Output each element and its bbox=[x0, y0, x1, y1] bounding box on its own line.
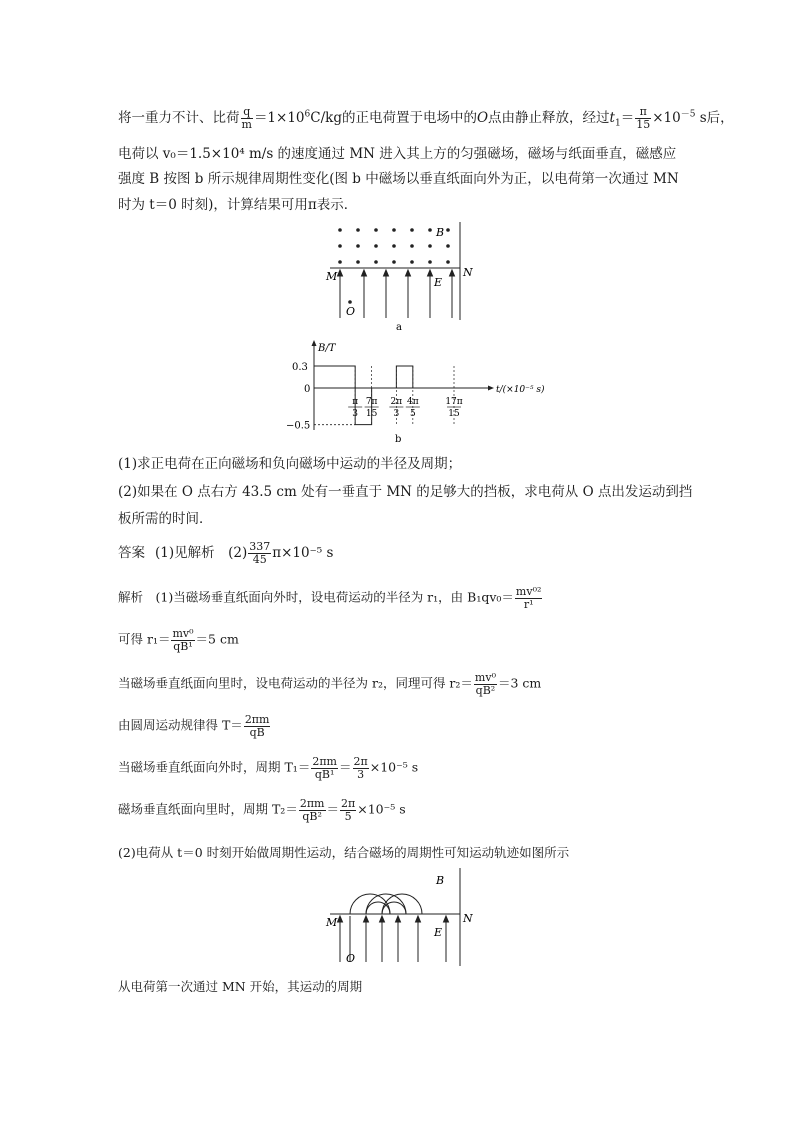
figure-b bbox=[282, 338, 545, 446]
x-tick-label: 17π bbox=[445, 397, 463, 407]
x-tick-label: 7π bbox=[365, 397, 378, 407]
figure-a bbox=[320, 218, 480, 333]
charge-mass-ratio: $\frac{q}{m}$ bbox=[241, 105, 252, 131]
answer-fraction: $\frac{337}{45}$ bbox=[249, 540, 271, 566]
label-E: E bbox=[434, 926, 443, 939]
caption-a: a bbox=[396, 322, 402, 333]
solution-line-7: (2)电荷从 t＝0 时刻开始做周期性运动，结合磁场的周期性可知运动轨迹如图所示 bbox=[118, 845, 570, 860]
x-tick-label: 4π bbox=[406, 397, 419, 407]
y-tick-label: −0.5 bbox=[286, 420, 311, 432]
magnetic-field-dots bbox=[338, 228, 450, 264]
solution-line-2: 可得 r₁＝ $\frac{\text{mv⁰}}{\text{qB¹}}$ ＝5 cm bbox=[118, 627, 239, 653]
x-tick-label: 15 bbox=[448, 409, 460, 419]
y-tick-label: 0.3 bbox=[292, 362, 308, 373]
solution-line-5: 当磁场垂直纸面向外时，周期 T₁＝ $\frac{2\pi m}{\text{qB¹}}$ ＝ $\frac{2\pi}{3}$ ×10⁻⁵ s bbox=[118, 755, 419, 781]
question-2-line-2: 板所需的时间． bbox=[118, 511, 213, 527]
x-tick-label: 15 bbox=[365, 409, 378, 419]
label-B: B bbox=[436, 874, 445, 887]
b-waveform bbox=[314, 366, 454, 425]
label-O: O bbox=[346, 952, 356, 965]
x-axis-label: t/(×10⁻⁵ s) bbox=[496, 385, 545, 395]
label-O: O bbox=[346, 305, 356, 318]
intro-line-4: 时为 t＝0 时刻)，计算结果可用π表示． bbox=[118, 197, 358, 213]
point-O bbox=[348, 300, 352, 304]
label-M: M bbox=[326, 916, 338, 929]
y-axis-arrow bbox=[312, 340, 317, 346]
figure-c bbox=[320, 866, 480, 968]
label-N: N bbox=[463, 266, 473, 279]
solution-line-6: 磁场垂直纸面向里时，周期 T₂＝ $\frac{2\pi m}{\text{qB²}}$ ＝ $\frac{2\pi}{5}$ ×10⁻⁵ s bbox=[118, 797, 406, 823]
x-tick-label: 3 bbox=[393, 409, 400, 419]
label-M: M bbox=[326, 270, 338, 283]
x-tick-label: 3 bbox=[352, 409, 359, 419]
x-axis-arrow bbox=[488, 386, 494, 391]
intro-line-3: 强度 B 按图 b 所示规律周期性变化(图 b 中磁场以垂直纸面向外为正，以电荷第一次通过 MN bbox=[118, 171, 679, 187]
x-tick-label: π bbox=[352, 397, 359, 407]
x-tick-label: 5 bbox=[409, 409, 416, 419]
solution-line-1: 解析 (1)当磁场垂直纸面向外时，设电荷运动的半径为 r₁，由 B₁qv₀＝ $\frac{\text{mv⁰²}}{\text{r¹}}$ bbox=[118, 585, 542, 611]
question-1: (1)求正电荷在正向磁场和负向磁场中运动的半径及周期； bbox=[118, 456, 462, 472]
trajectory-arcs bbox=[350, 894, 422, 914]
solution-line-8: 从电荷第一次通过 MN 开始，其运动的周期 bbox=[118, 979, 363, 994]
label-E: E bbox=[434, 276, 443, 289]
solution-line-4: 由圆周运动规律得 T＝ $\frac{2\pi m}{qB}$ bbox=[118, 713, 270, 739]
answer-label: 答案 bbox=[118, 545, 145, 561]
answer: 答案 (1)见解析 (2) $\frac{337}{45}$ π×10⁻⁵ s bbox=[118, 540, 334, 566]
label-N: N bbox=[463, 912, 473, 925]
caption-b: b bbox=[395, 434, 402, 445]
label-B: B bbox=[436, 226, 445, 239]
intro-line-2: 电荷以 v₀＝1.5×10⁴ m/s 的速度通过 MN 进入其上方的匀强磁场，磁场与纸面垂直，磁感应 bbox=[118, 146, 677, 162]
time-fraction: $\frac{\pi}{15}$ bbox=[636, 105, 651, 131]
solution-line-3: 当磁场垂直纸面向里时，设电荷运动的半径为 r₂，同理可得 r₂＝ $\frac{\text{mv⁰}}{\text{qB²}}$ ＝3 cm bbox=[118, 671, 542, 697]
x-tick-label: 2π bbox=[390, 397, 403, 407]
question-2-line-1: (2)如果在 O 点右方 43.5 cm 处有一垂直于 MN 的足够大的挡板，求电荷从 O 点出发运动到挡 bbox=[118, 484, 693, 500]
y-axis-label: B/T bbox=[318, 343, 336, 354]
intro-line-1: 将一重力不计、比荷 $\frac{q}{m}$ $=1\times 10^6C/kg$的正电荷置于电场中的O点由静止释放，经过$t_1=$ $\frac{\pi}{15}$ $\times 10^{-5}$ s后， bbox=[118, 105, 734, 131]
y-tick-label: 0 bbox=[304, 384, 311, 395]
